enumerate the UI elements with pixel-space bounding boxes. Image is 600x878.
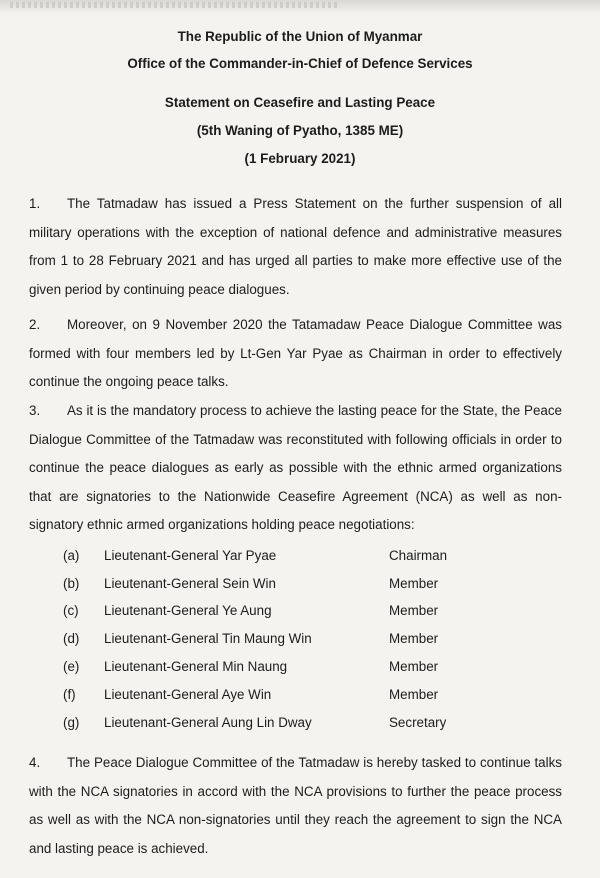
member-role: Member	[389, 576, 439, 591]
list-item	[0, 715, 600, 735]
item-label: (b)	[63, 576, 80, 591]
member-role: Member	[389, 687, 439, 702]
paragraph-2	[29, 311, 562, 397]
member-role: Member	[389, 631, 439, 646]
statement-title: Statement on Ceasefire and Lasting Peace	[164, 95, 436, 110]
member-name: Lieutenant-General Min Naung	[104, 659, 288, 674]
header-country: The Republic of the Union of Myanmar	[177, 29, 423, 44]
paragraph-text: Moreover, on 9 November 2020 the Tatamadaw Peace Dialogue Committee was formed with four members led by Lt-Gen Yar Pyae as Chairman in order to effectively continue the ongoing peace talks.	[29, 317, 562, 389]
paragraph-text: The Tatmadaw has issued a Press Statement on the further suspension of all military operations with the exception of national defence and administrative measures from 1 to 28 February 2021 and has urged all parties to make more effective use of the given period by continuing peace dialogues.	[29, 196, 562, 297]
list-item	[0, 548, 600, 568]
myanmar-date: (5th Waning of Pyatho, 1385 ME)	[196, 123, 404, 138]
paragraph-number: 3.	[29, 403, 41, 418]
paragraph-text: The Peace Dialogue Committee of the Tatmadaw is hereby tasked to continue talks with the NCA signatories in accord with the NCA provisions to further the peace process as well as with the NCA non-signatories until they reach the agreement to sign the NCA and lasting peace is achieved.	[29, 755, 562, 856]
item-label: (g)	[63, 715, 80, 730]
item-label: (e)	[63, 659, 80, 674]
item-label: (d)	[63, 631, 80, 646]
paragraph-text: As it is the mandatory process to achieve the lasting peace for the State, the Peace Dialogue Committee of the Tatmadaw was reconstituted with following officials in order to continue the peace dialogues as early as possible with the ethnic armed organizations that are signatories to the Nationwide Ceasefire Agreement (NCA) as well as non-signatory ethnic armed organizations holding peace negotiations:	[29, 403, 562, 532]
member-role: Member	[389, 603, 439, 618]
member-name: Lieutenant-General Aung Lin Dway	[104, 715, 312, 730]
list-item	[0, 659, 600, 679]
list-item	[0, 687, 600, 707]
member-name: Lieutenant-General Aye Win	[104, 687, 272, 702]
member-name: Lieutenant-General Ye Aung	[104, 603, 272, 618]
member-name: Lieutenant-General Sein Win	[104, 576, 276, 591]
member-name: Lieutenant-General Tin Maung Win	[104, 631, 312, 646]
paragraph-number: 2.	[29, 317, 41, 332]
item-label: (c)	[63, 603, 79, 618]
list-item	[0, 631, 600, 651]
member-name: Lieutenant-General Yar Pyae	[104, 548, 277, 563]
paragraph-4	[29, 749, 562, 863]
item-label: (f)	[63, 687, 76, 702]
member-role: Member	[389, 659, 439, 674]
list-item	[0, 603, 600, 623]
list-item	[0, 576, 600, 596]
paragraph-number: 1.	[29, 196, 41, 211]
item-label: (a)	[63, 548, 80, 563]
header-office: Office of the Commander-in-Chief of Defence Services	[127, 56, 473, 71]
member-role: Chairman	[389, 548, 448, 563]
paragraph-1	[29, 190, 562, 304]
paragraph-3	[29, 397, 562, 540]
paragraph-number: 4.	[29, 755, 41, 770]
statement-date: (1 February 2021)	[244, 151, 356, 166]
member-role: Secretary	[389, 715, 447, 730]
